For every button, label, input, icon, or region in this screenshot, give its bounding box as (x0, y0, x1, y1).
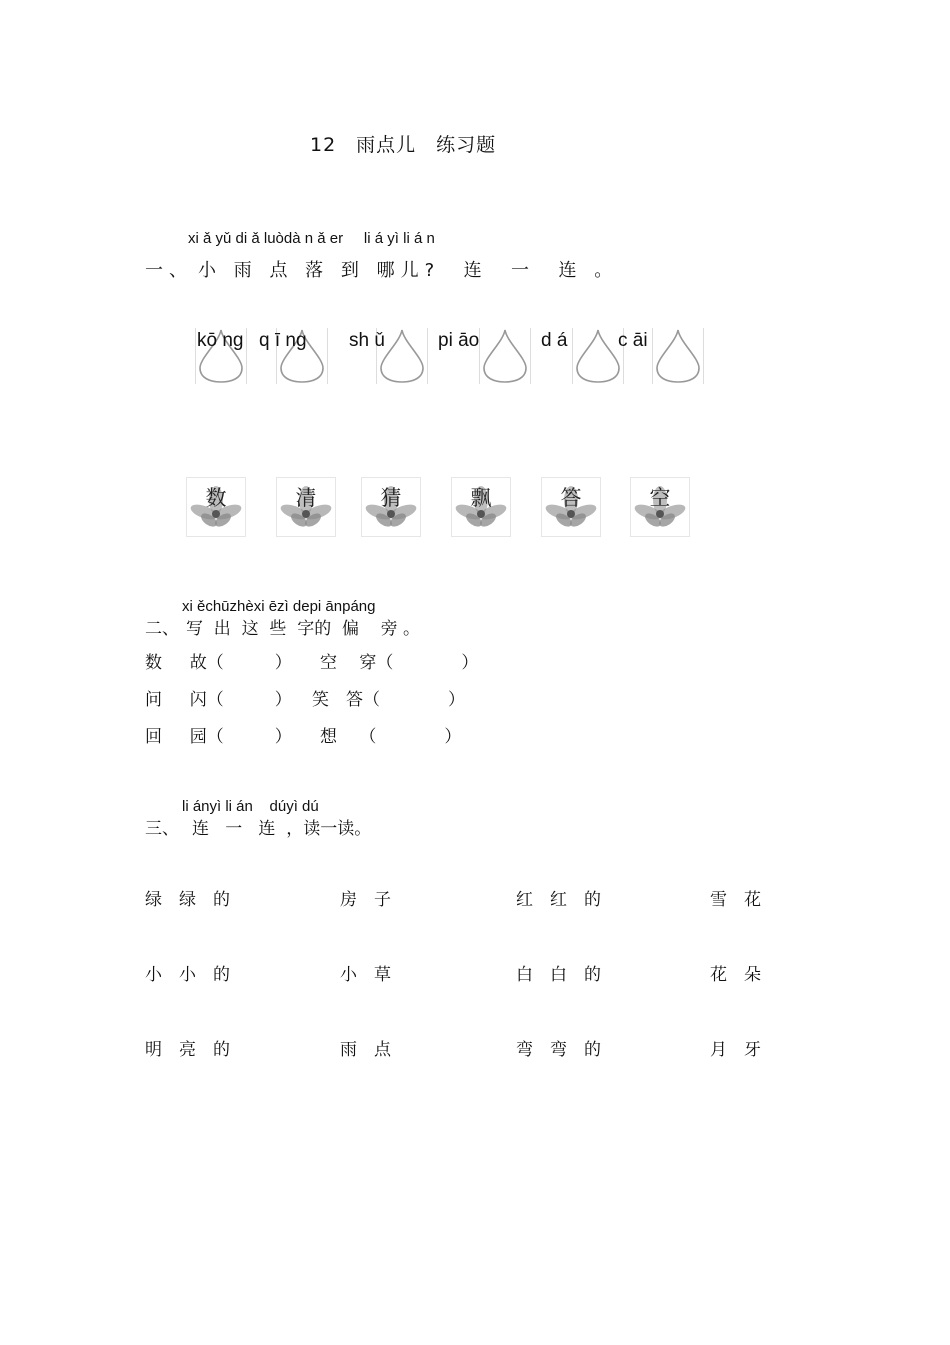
match-right-adjective: 红 红 的 (516, 890, 601, 910)
flower-icon (541, 477, 601, 537)
section1-number: 一、 (145, 260, 193, 281)
radical-row-left: 回 园（ ） (145, 727, 292, 747)
flower-character-label: 清 (295, 486, 317, 510)
flower-icon (451, 477, 511, 537)
raindrop-pinyin-label: q ī ng (259, 330, 307, 351)
section3-number: 三、 (145, 819, 179, 839)
radical-row-left: 数 故（ ） (145, 653, 292, 673)
flower-icon (186, 477, 246, 537)
raindrop-icon (479, 328, 531, 384)
match-left-noun: 小 草 (340, 965, 391, 985)
radical-row-right: 笑 答（ ） (312, 690, 465, 710)
page-title: 12 雨点儿 练习题 (310, 134, 497, 156)
flower-icon (630, 477, 690, 537)
radical-row-right: 空 穿（ ） (320, 653, 479, 673)
match-right-noun: 月 牙 (710, 1040, 761, 1060)
section1-pinyin: xi ǎ yǔ di ǎ luòdà n ǎ er li á yì li á n (188, 230, 435, 247)
match-left-adjective: 明 亮 的 (145, 1040, 230, 1060)
flower-character-label: 空 (649, 486, 671, 510)
flower-character-label: 猜 (380, 486, 402, 510)
raindrop-icon (652, 328, 704, 384)
section2-number: 二、 (145, 619, 179, 639)
section2-instruction: 写 出 这 些 字的 偏 旁 。 (186, 619, 421, 639)
match-left-noun: 房 子 (340, 890, 391, 910)
flower-character-label: 数 (205, 486, 227, 510)
radical-row-right: 想 （ ） (320, 727, 462, 747)
section3-instruction: 连 一 连 ，读一读。 (192, 819, 372, 839)
match-right-noun: 花 朵 (710, 965, 761, 985)
flower-icon (361, 477, 421, 537)
flower-character-label: 答 (560, 486, 582, 510)
raindrop-icon (572, 328, 624, 384)
section2-pinyin: xi ěchūzhèxi ēzì depi ānpáng (182, 598, 376, 615)
match-right-adjective: 弯 弯 的 (516, 1040, 601, 1060)
raindrop-pinyin-label: pi āo (438, 330, 480, 351)
radical-row-left: 问 闪（ ） (145, 690, 292, 710)
match-right-noun: 雪 花 (710, 890, 761, 910)
raindrop-pinyin-label: kō ng (197, 330, 244, 351)
match-left-noun: 雨 点 (340, 1040, 391, 1060)
raindrop-pinyin-label: sh ǔ (349, 330, 385, 351)
section1-instruction: 小 雨 点 落 到 哪儿? 连 一 连 。 (198, 260, 619, 281)
raindrop-pinyin-label: c āi (618, 330, 648, 351)
match-right-adjective: 白 白 的 (516, 965, 601, 985)
flower-character-label: 飘 (470, 486, 492, 510)
section3-pinyin: li ányì li án dúyì dú (182, 798, 319, 815)
raindrop-pinyin-label: d á (541, 330, 568, 351)
flower-icon (276, 477, 336, 537)
match-left-adjective: 小 小 的 (145, 965, 230, 985)
match-left-adjective: 绿 绿 的 (145, 890, 230, 910)
